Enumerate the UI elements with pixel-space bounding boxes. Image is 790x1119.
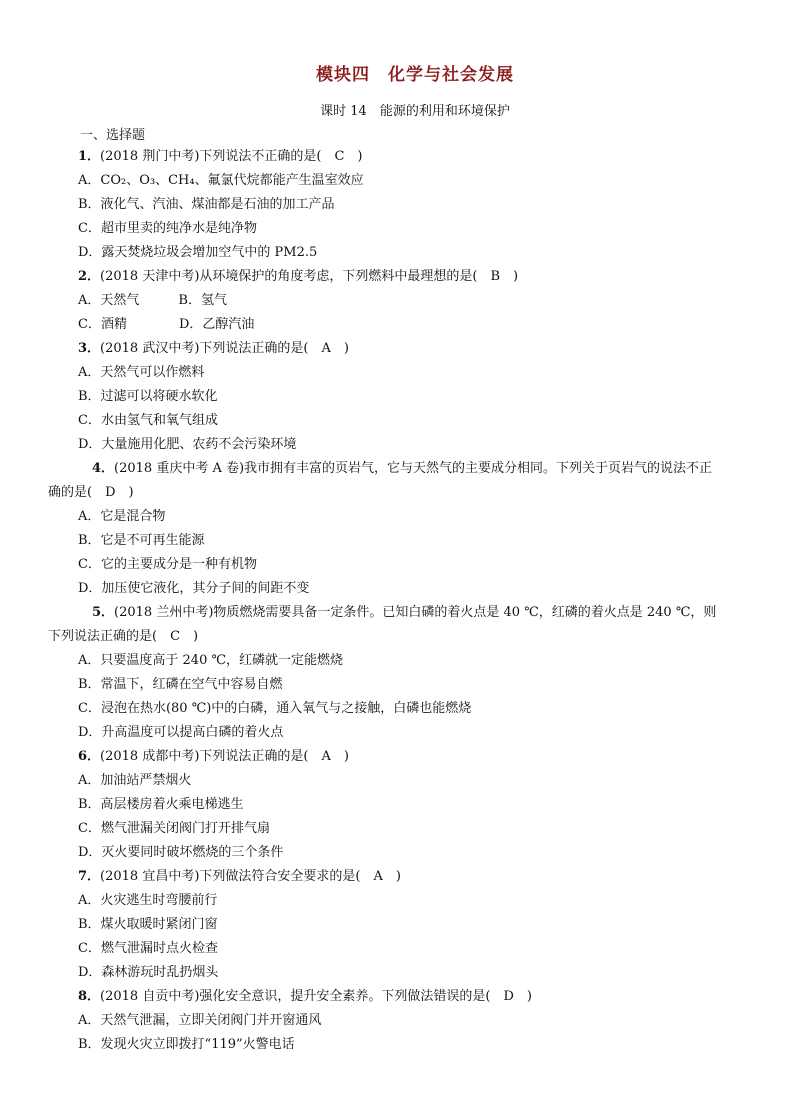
question-8-option-a: A．天然气泄漏，立即关闭阀门并开窗通风 xyxy=(78,1013,322,1028)
question-4-stem: 4．(2018 重庆中考 A 卷)我市拥有丰富的页岩气，它与天然气的主要成分相同。下列关于页岩气的说法不正 xyxy=(92,461,713,476)
question-6-option-d: D．灭火要同时破坏燃烧的三个条件 xyxy=(78,845,284,860)
question-4-option-c: C．它的主要成分是一种有机物 xyxy=(78,557,257,572)
question-5-stem: 5．(2018 兰州中考)物质燃烧需要具备一定条件。已知白磷的着火点是 40 ℃，红磷的着火点是 240 ℃，则 xyxy=(92,605,717,620)
page-title: 模块四 化学与社会发展 xyxy=(316,65,514,85)
question-1-option-a: A．CO₂、O₃、CH₄、氟氯代烷都能产生温室效应 xyxy=(78,173,364,188)
question-7-option-c: C．燃气泄漏时点火检查 xyxy=(78,941,218,956)
question-3-option-d: D．大量施用化肥、农药不会污染环境 xyxy=(78,437,297,452)
question-6-option-b: B．高层楼房着火乘电梯逃生 xyxy=(78,797,244,812)
question-7-option-a: A．火灾逃生时弯腰前行 xyxy=(78,893,218,908)
question-6-option-c: C．燃气泄漏关闭阀门打开排气扇 xyxy=(78,821,270,836)
question-3-stem: 3．(2018 武汉中考)下列说法正确的是( A ) xyxy=(78,341,349,356)
question-4-stem-cont: 确的是( D ) xyxy=(48,485,134,500)
question-5-option-b: B．常温下，红磷在空气中容易自燃 xyxy=(78,677,283,692)
question-5-option-c: C．浸泡在热水(80 ℃)中的白磷，通入氧气与之接触，白磷也能燃烧 xyxy=(78,701,472,716)
question-3-option-c: C．水由氢气和氧气组成 xyxy=(78,413,218,428)
question-8-option-b: B．发现火灾立即拨打“119”火警电话 xyxy=(78,1037,295,1052)
question-5-stem-cont: 下列说法正确的是( C ) xyxy=(48,629,199,644)
question-7-option-d: D．森林游玩时乱扔烟头 xyxy=(78,965,219,980)
question-7-stem: 7．(2018 宜昌中考)下列做法符合安全要求的是( A ) xyxy=(78,869,401,884)
question-4-option-d: D．加压使它液化，其分子间的间距不变 xyxy=(78,581,310,596)
page-subtitle: 课时 14 能源的利用和环境保护 xyxy=(320,104,510,119)
question-2-options-ab: A．天然气 B．氢气 xyxy=(78,293,227,308)
question-8-stem: 8．(2018 自贡中考)强化安全意识，提升安全素养。下列做法错误的是( D ) xyxy=(78,989,532,1004)
question-6-stem: 6．(2018 成都中考)下列说法正确的是( A ) xyxy=(78,749,349,764)
question-1-stem: 1．(2018 荆门中考)下列说法不正确的是( C ) xyxy=(78,149,363,164)
question-5-option-a: A．只要温度高于 240 ℃，红磷就一定能燃烧 xyxy=(78,653,344,668)
question-4-option-a: A．它是混合物 xyxy=(78,509,166,524)
question-6-option-a: A．加油站严禁烟火 xyxy=(78,773,192,788)
question-1-option-d: D．露天焚烧垃圾会增加空气中的 PM2.5 xyxy=(78,245,318,260)
question-1-option-c: C．超市里卖的纯净水是纯净物 xyxy=(78,221,257,236)
question-1-option-b: B．液化气、汽油、煤油都是石油的加工产品 xyxy=(78,197,335,212)
section-heading: 一、选择题 xyxy=(80,128,146,143)
question-4-option-b: B．它是不可再生能源 xyxy=(78,533,205,548)
question-3-option-b: B．过滤可以将硬水软化 xyxy=(78,389,218,404)
question-7-option-b: B．煤火取暖时紧闭门窗 xyxy=(78,917,218,932)
question-2-options-cd: C．酒精 D．乙醇汽油 xyxy=(78,317,255,332)
question-3-option-a: A．天然气可以作燃料 xyxy=(78,365,205,380)
question-2-stem: 2．(2018 天津中考)从环境保护的角度考虑，下列燃料中最理想的是( B ) xyxy=(78,269,519,284)
question-5-option-d: D．升高温度可以提高白磷的着火点 xyxy=(78,725,284,740)
